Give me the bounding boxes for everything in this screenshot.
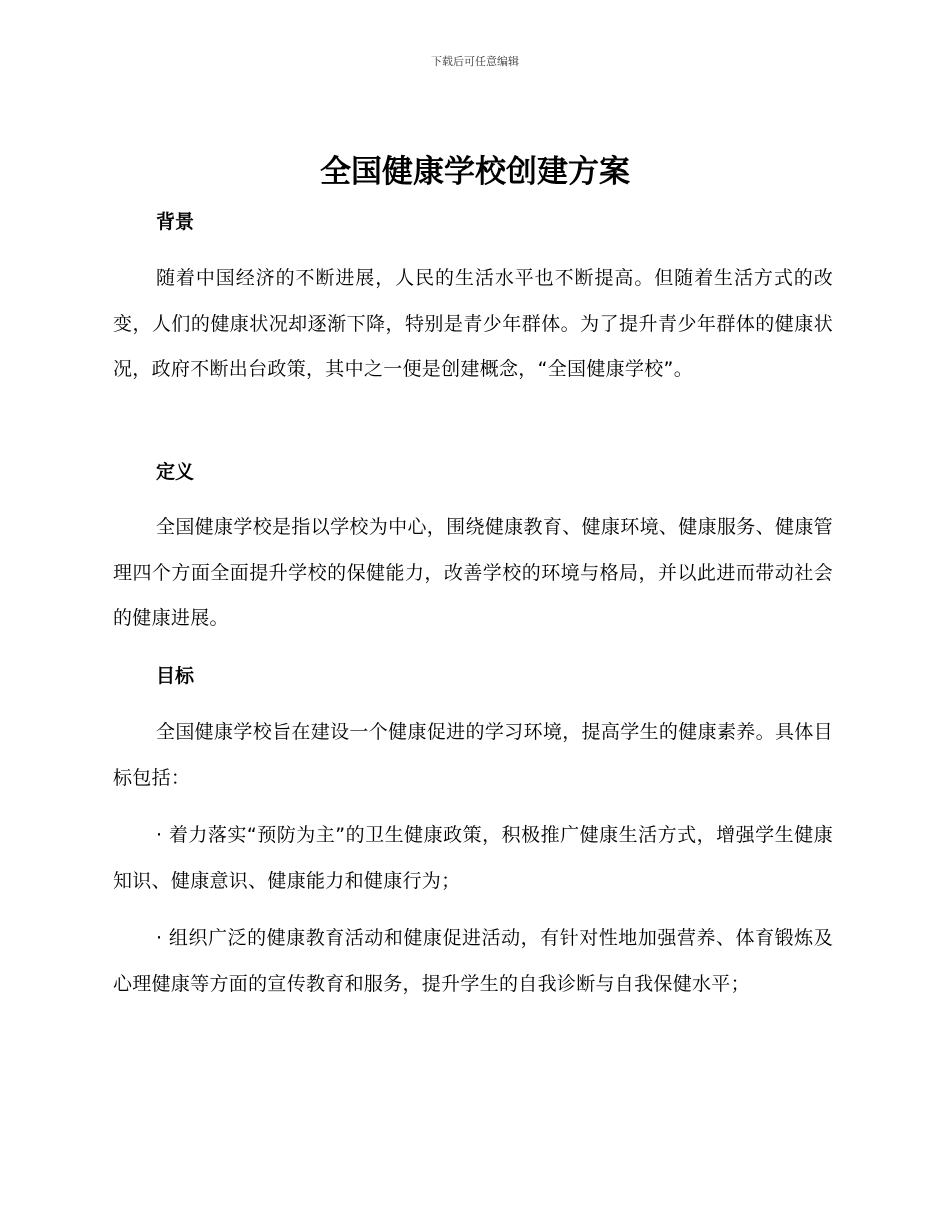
goal-list-item: · 组织广泛的健康教育活动和健康促进活动，有针对性地加强营养、体育锻炼及心理健康等方面的宣传教育和服务，提升学生的自我诊断与自我保健水平；	[113, 927, 833, 995]
document-title: 全国健康学校创建方案	[320, 154, 630, 190]
paragraph-goals: 全国健康学校旨在建设一个健康促进的学习环境，提高学生的健康素养。具体目标包括：	[113, 721, 833, 789]
page-header: 下载后可任意编辑	[431, 55, 519, 68]
section-heading-definition: 定义	[156, 461, 195, 483]
paragraph-background: 随着中国经济的不断进展，人民的生活水平也不断提高。但随着生活方式的改变，人们的健康状况却逐渐下降，特别是青少年群体。为了提升青少年群体的健康状况，政府不断出台政策，其中之一便是创建概念，“全国健康学校”。	[113, 267, 833, 380]
section-heading-background: 背景	[156, 211, 195, 233]
section-heading-goals: 目标	[156, 665, 195, 687]
goal-list-item: · 着力落实“预防为主”的卫生健康政策，积极推广健康生活方式，增强学生健康知识、健康意识、健康能力和健康行为；	[113, 824, 833, 892]
paragraph-definition: 全国健康学校是指以学校为中心，围绕健康教育、健康环境、健康服务、健康管理四个方面全面提升学校的保健能力，改善学校的环境与格局，并以此进而带动社会的健康进展。	[113, 516, 833, 629]
